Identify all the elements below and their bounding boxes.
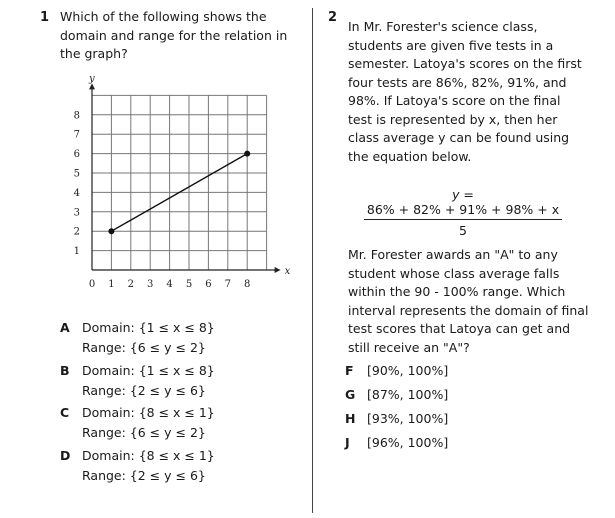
y-tick-label: 1: [73, 246, 80, 258]
choice-domain: Domain: {8 ≤ x ≤ 1}: [82, 405, 215, 420]
question-1-number: 1: [40, 10, 50, 25]
choice-domain: Domain: {1 ≤ x ≤ 8}: [82, 363, 215, 378]
x-tick-label: 7: [224, 279, 231, 290]
relation-graph: [60, 73, 291, 295]
y-axis-label: y: [89, 73, 95, 85]
equation-lhs: y =: [452, 187, 474, 202]
choice-letter: A: [60, 320, 70, 335]
choice-text: [90%, 100%]: [367, 363, 449, 378]
choice-range: Range: {6 ≤ y ≤ 2}: [82, 424, 206, 440]
question-1-stem: Which of the following shows the domain and range for the relation in the graph?: [60, 9, 288, 61]
y-tick-label: 4: [73, 187, 80, 199]
y-tick-label: 7: [73, 129, 80, 141]
y-tick-label: 2: [73, 226, 80, 238]
q1-choice-b[interactable]: [60, 361, 215, 400]
choice-domain: Domain: {8 ≤ x ≤ 1}: [82, 448, 215, 463]
x-tick-label: 5: [185, 279, 193, 290]
q1-choice-c[interactable]: [60, 403, 215, 442]
choice-text: [96%, 100%]: [367, 435, 449, 450]
x-tick-label: 8: [244, 279, 251, 290]
x-tick-label: 3: [147, 279, 154, 290]
choice-letter: H: [345, 411, 356, 426]
q2-choice-j[interactable]: [345, 434, 448, 452]
choice-letter: C: [60, 405, 70, 420]
y-tick-label: 6: [73, 149, 80, 161]
x-tick-label: 6: [205, 279, 212, 290]
choice-range: Range: {2 ≤ y ≤ 6}: [82, 467, 206, 483]
q2-choice-h[interactable]: [345, 410, 448, 428]
question-2-stem: In Mr. Forester's science class, students are given five tests in a semester. Latoya's scores on the first four tests are 86%, 82%, 91%, and 98%. If Latoya's score on the final test is represented by x, then her class average y can be found using the equation below.: [348, 19, 582, 164]
q1-choice-a[interactable]: [60, 318, 215, 357]
choice-letter: J: [345, 435, 350, 450]
y-tick-label: 8: [73, 110, 80, 122]
q1-choice-d[interactable]: [60, 446, 215, 485]
question-2-number: 2: [328, 10, 338, 25]
choice-letter: G: [345, 387, 356, 402]
question-2-stem-2: Mr. Forester awards an "A" to any student whose class average falls within the 90 - 100% range. Which interval represents the domain of final test scores that Latoya can get and still receive an "A"?: [348, 247, 589, 355]
q2-choice-f[interactable]: [345, 362, 448, 380]
choice-text: [87%, 100%]: [367, 387, 449, 402]
column-divider: [312, 8, 313, 513]
q2-choice-g[interactable]: [345, 386, 448, 404]
choice-range: Range: {2 ≤ y ≤ 6}: [82, 382, 206, 398]
choice-letter: B: [60, 363, 70, 378]
segment-start-point: [108, 228, 114, 234]
choice-range: Range: {6 ≤ y ≤ 2}: [82, 339, 206, 355]
choice-text: [93%, 100%]: [367, 411, 449, 426]
x-tick-label: 0: [88, 279, 96, 290]
y-tick-label: 5: [73, 168, 80, 180]
equation-denominator: 5: [459, 223, 467, 238]
segment-end-point: [244, 151, 250, 157]
x-tick-label: 1: [108, 279, 115, 290]
x-axis-arrow: [275, 267, 281, 273]
y-tick-label: 3: [73, 207, 80, 219]
choice-letter: F: [345, 363, 354, 378]
average-equation: [364, 188, 562, 238]
x-tick-label: 4: [166, 279, 173, 290]
choice-domain: Domain: {1 ≤ x ≤ 8}: [82, 320, 215, 335]
x-tick-label: 2: [127, 279, 134, 290]
choice-letter: D: [60, 448, 71, 463]
x-axis-label: x: [284, 266, 291, 277]
equation-numerator: 86% + 82% + 91% + 98% + x: [364, 202, 562, 220]
